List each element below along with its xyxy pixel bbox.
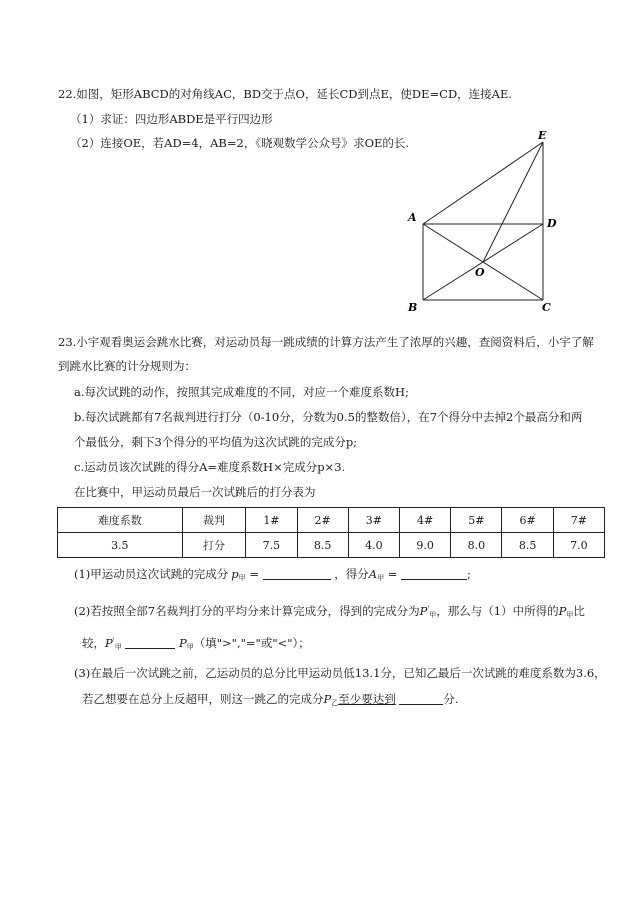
q23-sub2-line1 — [74, 601, 585, 623]
q22-part2: （2）连接OE，若AD=4，AB=2，《晓观数学公众号》求OE的长. — [70, 136, 410, 150]
table-cell: 8.5 — [297, 533, 348, 558]
q23-rule-b-line1: b.每次试跳都有7名裁判进行打分（0-10分，分数为0.5的整数倍），在7个得分中去掉2个最高分和两 — [74, 410, 583, 424]
sub2-text: (2)若按照全部7名裁判打分的平均分来计算完成分，得到的完成分为 — [74, 604, 420, 618]
table-cell: 3.5 — [58, 533, 183, 558]
table-header-cell: 5# — [451, 508, 502, 533]
rectangle-figure — [400, 128, 575, 313]
label-o: O — [475, 266, 485, 279]
segment-oe — [483, 142, 543, 262]
table-cell: 8.0 — [451, 533, 502, 558]
sub3-p-symbol: P — [323, 692, 332, 706]
table-header-cell: 2# — [297, 508, 348, 533]
q23-rule-c: c.运动员该次试跳的得分A=难度系数H×完成分p×3. — [74, 460, 346, 474]
sub1-score-text: ，得分 — [334, 567, 369, 581]
q23-sub3-line2 — [82, 691, 459, 711]
q23-stem-line1: 23.小宇观看奥运会跳水比赛，对运动员每一跳成绩的计算方法产生了浓厚的兴趣，查阅资料后，小宇了解 — [58, 335, 594, 349]
q23-sub3-line1: (3)在最后一次试跳之前，乙运动员的总分比甲运动员低13.1分，已知乙最后一次试跳的难度系数为3.6， — [74, 666, 606, 680]
label-e: E — [538, 129, 547, 142]
sub2-compare-p: P — [179, 636, 187, 650]
sub1-end: ; — [467, 567, 471, 581]
sub2-compare-blank[interactable] — [125, 636, 175, 649]
table-header-cell: 7# — [553, 508, 604, 533]
score-table — [57, 507, 605, 558]
sub1-completion-blank[interactable] — [263, 567, 331, 580]
table-header-cell: 1# — [246, 508, 297, 533]
segment-ae — [423, 142, 543, 224]
sub2-text-3: 比 — [573, 604, 585, 618]
sub3-end: 分. — [443, 692, 459, 706]
sub1-equals: = — [249, 567, 259, 581]
sub3-text: 若乙想要在总分上反超甲，则这一跳乙的完成分 — [82, 692, 324, 706]
sub2-compare-prime: ' — [112, 637, 115, 645]
table-cell: 4.0 — [348, 533, 399, 558]
sub2-text-2: ，那么与（1）中所得的 — [436, 604, 559, 618]
table-cell: 7.0 — [553, 533, 604, 558]
table-header-cell: 3# — [348, 508, 399, 533]
sub3-text-2: 至少要达到 — [338, 692, 396, 706]
table-header-cell: 4# — [400, 508, 451, 533]
table-header-row — [58, 508, 605, 533]
sub2-p-symbol: P — [558, 604, 567, 618]
label-d: D — [547, 217, 557, 230]
sub1-a-subscript: 甲 — [377, 574, 385, 582]
table-row — [58, 533, 605, 558]
sub3-subscript: 乙 — [331, 699, 339, 707]
sub1-score-blank[interactable] — [401, 567, 467, 580]
sub2-subscript: 甲 — [429, 611, 437, 619]
table-header-cell: 难度系数 — [58, 508, 183, 533]
table-cell: 7.5 — [246, 533, 297, 558]
q23-rule-b-line2: 个最低分，剩下3个得分的平均值为这次试跳的完成分p; — [74, 435, 358, 449]
q22-stem: 22.如图，矩形ABCD的对角线AC，BD交于点O，延长CD到点E，使DE=CD，连接AE. — [58, 87, 513, 101]
label-c: C — [542, 301, 551, 313]
q23-rule-a: a.每次试跳的动作，按照其完成难度的不同，对应一个难度系数H; — [74, 385, 409, 399]
sub1-p-symbol: p — [231, 567, 239, 581]
sub2-compare-p-prime: P — [105, 636, 113, 650]
sub1-p-subscript: 甲 — [238, 574, 246, 582]
table-cell: 9.0 — [400, 533, 451, 558]
q22-part1: （1）求证：四边形ABDE是平行四边形 — [70, 112, 273, 126]
q23-table-intro: 在比赛中，甲运动员最后一次试跳后的打分表为 — [74, 485, 316, 499]
table-cell: 8.5 — [502, 533, 553, 558]
table-cell: 打分 — [182, 533, 246, 558]
table-header-cell: 裁判 — [182, 508, 246, 533]
sub1-a-symbol: A — [368, 567, 378, 581]
sub2-compare-p-subscript: 甲 — [186, 643, 194, 651]
sub3-answer-blank[interactable] — [399, 692, 443, 705]
sub2-compare-subscript: 甲 — [114, 643, 122, 651]
sub2-fill-hint: （填">","="或"<"）； — [193, 636, 310, 650]
sub2-p-prime-symbol: P — [419, 604, 428, 618]
table-header-cell: 6# — [502, 508, 553, 533]
sub2-prime-mark: ' — [427, 605, 430, 613]
q23-sub1 — [74, 566, 471, 586]
label-b: B — [408, 301, 418, 313]
q23-stem-line2: 到跳水比赛的计分规则为： — [58, 359, 196, 373]
sub2-compare-text: 较， — [82, 636, 105, 650]
q23-sub2-line2 — [82, 633, 310, 655]
label-a: A — [408, 211, 417, 224]
sub2-p-subscript: 甲 — [566, 611, 574, 619]
sub1-text: (1)甲运动员这次试跳的完成分 — [74, 567, 229, 581]
sub1-equals-2: = — [387, 567, 398, 581]
